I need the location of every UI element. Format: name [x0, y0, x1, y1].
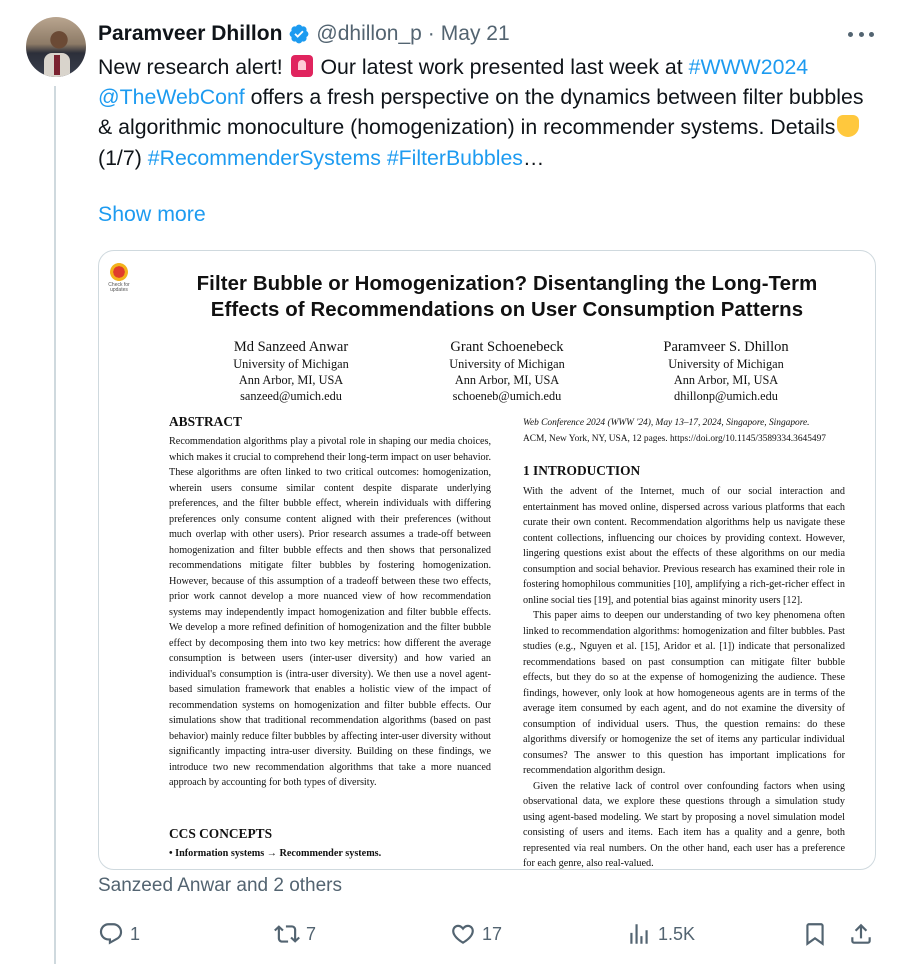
tweet-text-segment: New research alert! [98, 55, 289, 79]
bookmark-button[interactable] [802, 918, 828, 950]
hashtag-link[interactable]: #FilterBubbles [386, 145, 523, 170]
hashtag-link[interactable]: #WWW2024 [688, 55, 809, 79]
paper-title: Filter Bubble or Homogenization? Disentangling the Long-Term Effects of Recommendations on User Consumption Patterns [196, 273, 818, 321]
paper-page [99, 251, 875, 869]
mention-link[interactable]: @TheWebConf [98, 85, 245, 110]
abstract-heading: ABSTRACT [169, 414, 242, 429]
author-name[interactable]: Paramveer Dhillon [98, 22, 283, 45]
like-count: 17 [482, 923, 503, 944]
reply-icon [98, 921, 124, 947]
share-icon [848, 921, 874, 947]
author-handle[interactable]: @dhillon_p [316, 22, 422, 45]
retweet-icon [274, 921, 300, 947]
abstract-text: Recommendation algorithms play a pivotal role in shaping our media choices, which makes it crucial to comprehend their long-term impact on user behavior. These algorithms are often linked to two critical outcomes: homogenization, wherein users consume similar content despite disparate underlying preferences, and the filter bubble effect, wherein individuals with differing preferences only consume content aligned with their preferences (without much overlap with other users). Prior research assumes a trade-off between homogenization and filter bubble effects and then shows that personalized recommendations mitigate filter bubbles by fostering homogenization. However, because of this assumption of a tradeoff between these two effects, prior work cannot develop a more nuanced view of how recommendation systems may independently impact homogenization and filter bubble effects. We develop a more refined definition of homogenization and the filter bubble effect by decomposing them into two key metrics: how different the average consumption is between users (inter-user diversity) and how varied an individual's consumption is (intra-user diversity). We then use a novel agent-based simulation framework that enables a holistic view of the impact of recommendation systems on homogenization and filter bubble effects. Our simulations show that traditional recommendation algorithms (based on past behavior) mainly reduce filter bubbles by affecting inter-user diversity without significantly impacting intra-user diversity. Building on these findings, we introduce two new recommendation algorithms that take a more nuanced approach by accounting for both types of diversity. [169, 436, 491, 788]
avatar[interactable] [26, 17, 86, 77]
badge-text: Check for updates [108, 282, 130, 293]
venue-info: Web Conference 2024 (WWW '24), May 13–17, 2024, Singapore, Singapore. ACM, New York, NY, USA, 12 pages. https://doi.org/10.1145/3589334.3645497 [523, 418, 826, 444]
share-button[interactable] [848, 918, 874, 950]
bookmark-icon [802, 921, 828, 947]
action-bar [98, 918, 876, 950]
tweet-date[interactable]: May 21 [440, 22, 510, 45]
attached-image[interactable] [98, 250, 876, 870]
crossmark-icon [110, 263, 128, 281]
like-button[interactable] [450, 918, 502, 950]
tweet-text [98, 52, 868, 173]
views-icon [626, 921, 652, 947]
more-options-icon[interactable] [846, 22, 876, 46]
check-for-updates-badge [101, 263, 137, 297]
retweet-button[interactable] [274, 918, 316, 950]
siren-emoji [291, 55, 313, 77]
separator-dot: · [427, 22, 435, 45]
show-more-link[interactable]: Show more [98, 202, 206, 226]
tweet-text-segment: (1/7) [98, 145, 148, 170]
retweet-count: 7 [306, 923, 317, 944]
hashtag-link[interactable]: #RecommenderSystems [147, 145, 381, 170]
tweet-header [98, 20, 510, 48]
paper-author: Paramveer S. Dhillon University of Michigan Ann Arbor, MI, USA dhillonp@umich.edu [663, 339, 789, 403]
reply-button[interactable] [98, 918, 140, 950]
intro-heading: 1 INTRODUCTION [523, 463, 641, 478]
social-context[interactable]: Sanzeed Anwar and 2 others [98, 875, 343, 896]
ccs-heading: CCS CONCEPTS [169, 826, 273, 841]
paper-author: Md Sanzeed Anwar University of Michigan Ann Arbor, MI, USA sanzeed@umich.edu [233, 339, 349, 403]
heart-icon [450, 921, 476, 947]
views-button[interactable] [626, 918, 695, 950]
reply-count: 1 [130, 923, 141, 944]
ccs-text: • Information systems → Recommender systems. [169, 848, 382, 859]
tweet-text-segment: offers a fresh perspective on the dynamics between filter bubbles & algorithmic monoculture (homogenization) in recommender systems. Details [98, 85, 864, 140]
tweet-text-segment: … [522, 145, 545, 170]
pointing-down-emoji [837, 115, 859, 137]
paper-author: Grant Schoenebeck University of Michigan Ann Arbor, MI, USA schoeneb@umich.edu [449, 339, 565, 403]
intro-text: With the advent of the Internet, much of our social interaction and entertainment has moved online, dispersed across various platforms that each curate their own content. Recommendation algorithms help us navigate these content collections, influencing our choices by providing context. However, lingering questions exist about the effects of these algorithms on our media consumption and social behavior. Previous research has examined their role in fostering homophilous communities [10], amplifying a rich-get-richer effect in online social ties [19], and potential bias against minority users [12]. This paper aims to deepen our understanding of two key phenomena often linked to recommendation algorithms: homogenization and filter bubbles. Past studies (e.g., Nguyen et al. [15], Aridor et al. [1]) indicate that personalized recommendations based on past consumption can mitigate filter bubble effects, but they do so at the expense of homogenizing the audience. These findings, however, only look at how homogeneous agents are in terms of the average item consumed by each agent, and do not examine the diversity of consumption of individual users. Thus, the question remains: do these algorithms diversify or homogenize the set of items any particular individual consumes? The answer to this question has important implications for recommendation algorithm design. Given the relative lack of control over confounding factors when using observational data, we explore these questions through a simulation study using agent-based modeling. We start by proposing a novel simulation model consisting of users and items. Each item has a quality and a genre, both represented via real numbers. On the other hand, each user has a preference for each genre, also real-valued. [523, 486, 845, 869]
tweet-text-segment: Our latest work presented last week at [314, 55, 689, 79]
verified-badge-icon [288, 23, 310, 45]
views-count: 1.5K [658, 923, 696, 944]
thread-line [54, 86, 56, 964]
